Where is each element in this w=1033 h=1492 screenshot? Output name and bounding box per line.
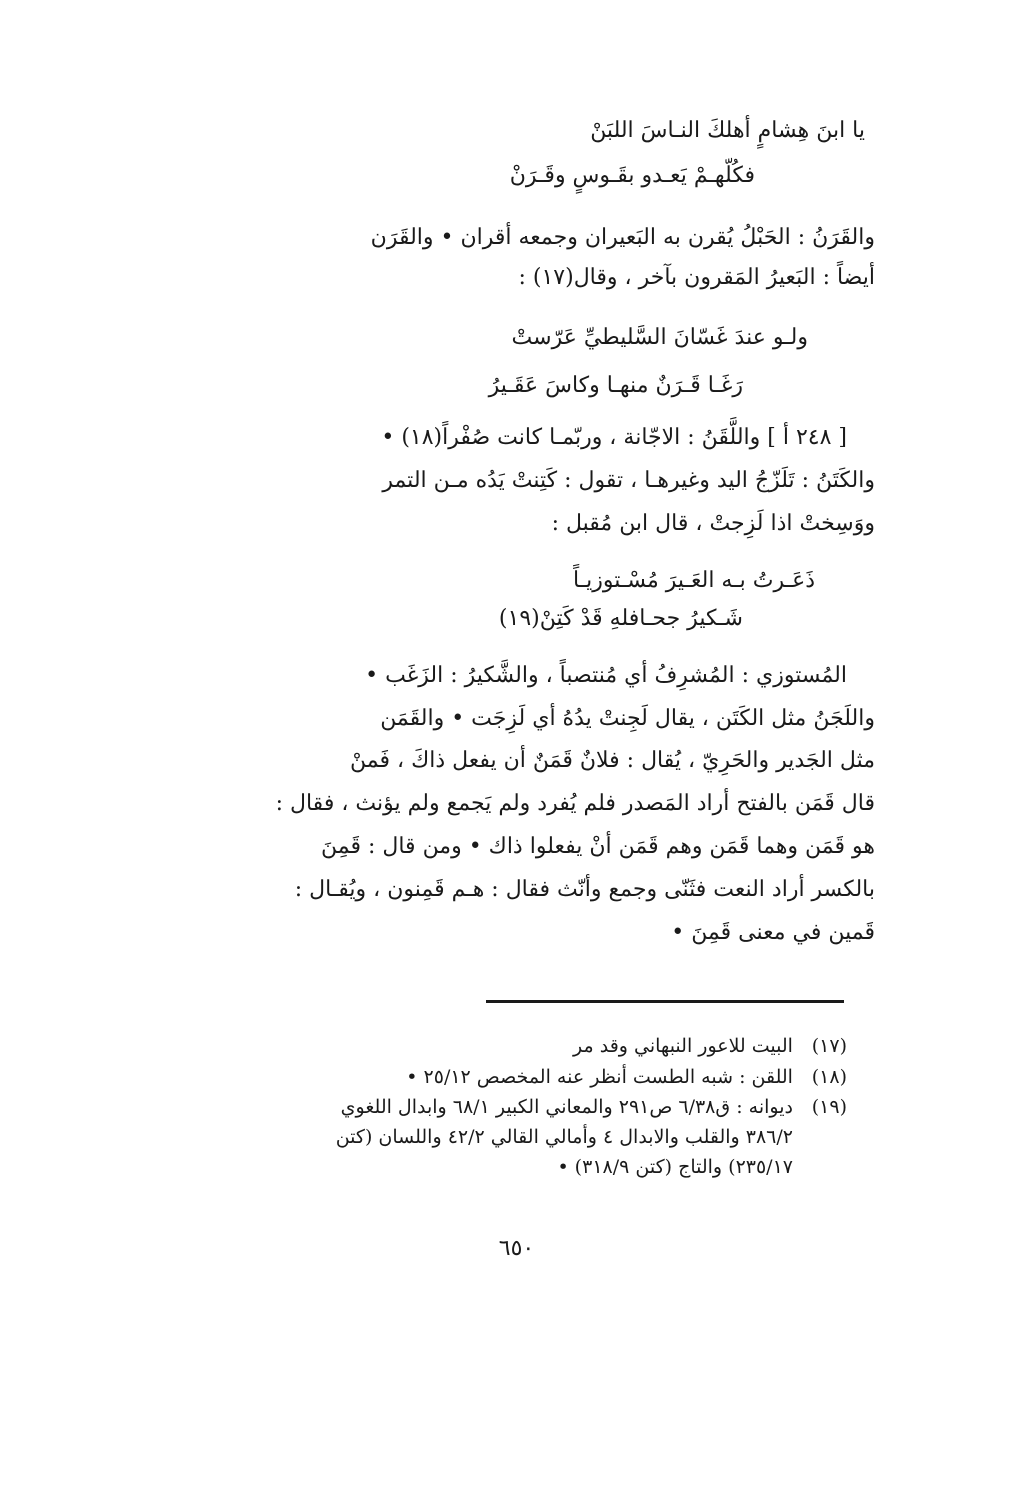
body-line: والكَتَنُ : تَلَزّجُ اليد وغيرهـا ، تقول : كَتِنتْ يَدُه مـن التمر — [382, 468, 875, 493]
footnote — [573, 1033, 847, 1059]
page-number: ٦٥٠ — [498, 1236, 535, 1261]
verse-line: شَـكيرُ جحـافلهِ قَدْ كَتِنْ(١٩) — [498, 606, 743, 631]
footnote — [406, 1064, 847, 1090]
body-line: بالكسر أراد النعت فثَنّى وجمع وأنّث فقال : هـم قَمِنون ، ويُقـال : — [294, 877, 875, 902]
footnote-separator — [486, 1000, 844, 1003]
body-line: مثل الجَدير والحَرِيّ ، يُقال : فلانٌ قَمَنٌ أن يفعل ذاكَ ، فَمنْ — [350, 748, 875, 773]
footnote-number: (١٨) — [811, 1066, 847, 1088]
body-line: ووَسِختْ اذا لَزِجتْ ، قال ابن مُقبل : — [551, 511, 875, 536]
body-line: والقَرَنُ : الحَبْلُ يُقرن به البَعيران وجمعه أقران • والقَرَن — [370, 225, 875, 250]
verse-line: فكُلّهـمْ يَعـدو بقَـوسٍ وقَـرَنْ — [509, 163, 755, 188]
footnote-continuation: ٣٨٦/٢ والقلب والابدال ٤ وأمالي القالي ٤٢/٢ واللسان (كتن — [335, 1126, 793, 1148]
verse-line: يا ابنَ هِشامٍ أهلكَ النـاسَ اللبَنْ — [590, 118, 865, 143]
verse-line: رَغَـا قَـرَنٌ منهـا وكاسَ عَقَـيرُ — [488, 373, 743, 398]
footnote-text: اللقن : شبه الطست أنظر عنه المخصص ٢٥/١٢ • — [406, 1066, 793, 1088]
verse-line: ذَعَـرتُ بـه العَـيرَ مُسْـتوزيـاً — [573, 568, 815, 593]
footnote-text: ديوانه : ق٦/٣٨ ص٢٩١ والمعاني الكبير ٦٨/١ وابدال اللغوي — [340, 1096, 793, 1118]
body-line: هو قَمَن وهما قَمَن وهم قَمَن أنْ يفعلوا ذاك • ومن قال : قَمِنَ — [320, 834, 875, 859]
body-line: [ ٢٤٨ أ ] واللَّقَنُ : الاجّانة ، وربّمـا كانت صُفْراً(١٨) • — [381, 425, 847, 450]
body-line: قَمين في معنى قَمِنَ • — [671, 920, 875, 945]
body-line: قال قَمَن بالفتح أراد المَصدر فلم يُفرد ولم يَجمع ولم يؤنث ، فقال : — [275, 791, 875, 816]
footnote-number: (١٩) — [811, 1096, 847, 1118]
body-line: المُستوزي : المُشرِفُ أي مُنتصباً ، والشَّكيرُ : الزَغَب • — [365, 663, 847, 688]
verse-line: ولـو عندَ غَسّانَ السَّليطيِّ عَرّستْ — [511, 325, 808, 350]
footnote-text: البيت للاعور النبهاني وقد مر — [573, 1035, 793, 1057]
footnote — [341, 1094, 847, 1120]
footnote-continuation: ٢٣٥/١٧) والتاج (كتن ٣١٨/٩) • — [557, 1156, 793, 1178]
body-line: واللَجَنُ مثل الكَتَن ، يقال لَجِنتْ يدُهُ أي لَزِجَت • والقَمَن — [380, 706, 875, 731]
footnote-number: (١٧) — [811, 1035, 847, 1057]
body-line: أيضاً : البَعيرُ المَقرون بآخر ، وقال(١٧) : — [518, 265, 875, 290]
